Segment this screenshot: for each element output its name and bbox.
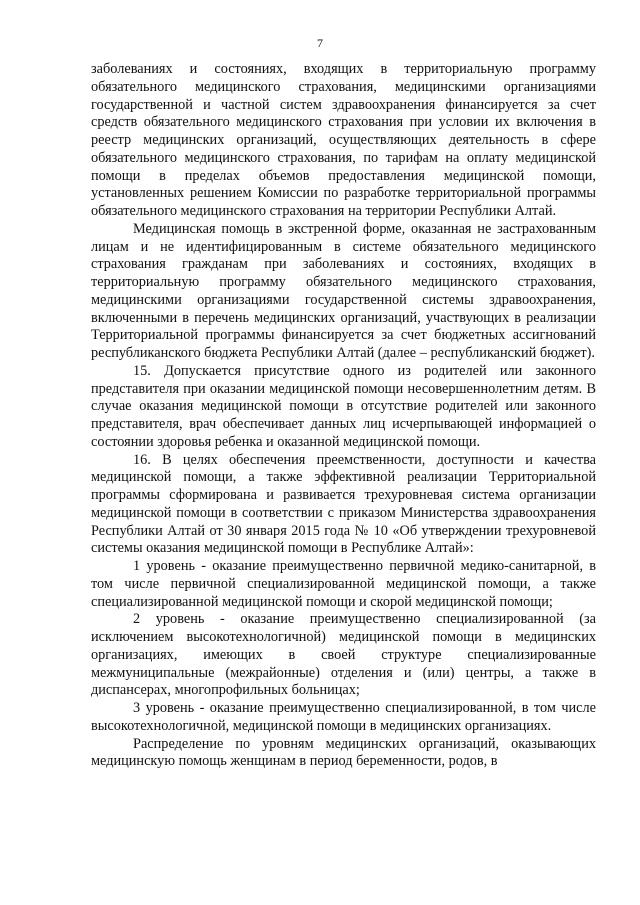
page-number: 7 [317,36,323,50]
paragraph-1: заболеваниях и состояниях, входящих в территориальную программу обязательного медицинского страхования, медицинскими организациями государственной и частной систем здравоохранения финансируется за счет средств обязательного медицинского страхования при условии их включения в реестр медицинских организаций, осуществляющих деятельность в сфере обязательного медицинского страхования, по тарифам на оплату медицинской помощи в пределах объемов предоставления медицинской помощи, установленных решением Комиссии по разработке территориальной программы обязательного медицинского страхования на территории Республики Алтай. [91,61,596,219]
paragraph-6: 2 уровень - оказание преимущественно специализированной (за исключением высокотехнологичной) медицинской помощи в медицинских организациях, имеющих в своей структуре специализированные межмуниципальные (межрайонные) отделения и (или) центры, а также в диспансерах, многопрофильных больницах; [91,611,596,699]
document-body [91,61,596,771]
paragraph-4: 16. В целях обеспечения преемственности, доступности и качества медицинской помощи, а также эффективной реализации Территориальной программы сформирована и развивается трехуровневая система организации медицинской помощи в соответствии с приказом Министерства здравоохранения Республики Алтай от 30 января 2015 года № 10 «Об утверждении трехуровневой системы оказания медицинской помощи в Республике Алтай»: [91,451,596,557]
paragraph-5: 1 уровень - оказание преимущественно первичной медико-санитарной, в том числе первичной специализированной медицинской помощи, а также специализированной медицинской помощи и скорой медицинской помощи; [91,558,596,610]
paragraph-7: 3 уровень - оказание преимущественно специализированной, в том числе высокотехнологичной, медицинской помощи в медицинских организациях. [91,700,596,734]
paragraph-2: Медицинская помощь в экстренной форме, оказанная не застрахованным лицам и не идентифицированным в системе обязательного медицинского страхования гражданам при заболеваниях и состояниях, входящих в территориальную программу обязательного медицинского страхования, медицинскими организациями государственной системы здравоохранения, включенными в перечень медицинских организаций, участвующих в реализации Территориальной программы финансируется за счет бюджетных ассигнований республиканского бюджета Республики Алтай (далее – республиканский бюджет). [91,220,596,361]
paragraph-3: 15. Допускается присутствие одного из родителей или законного представителя при оказании медицинской помощи несовершеннолетним детям. В случае оказания медицинской помощи в отсутствие родителей или законного представителя, врач обеспечивает данных лиц исчерпывающей информацией о состоянии здоровья ребенка и оказанной медицинской помощи. [91,362,596,450]
paragraph-8: Распределение по уровням медицинских организаций, оказывающих медицинскую помощь женщинам в период беременности, родов, в [91,735,596,770]
